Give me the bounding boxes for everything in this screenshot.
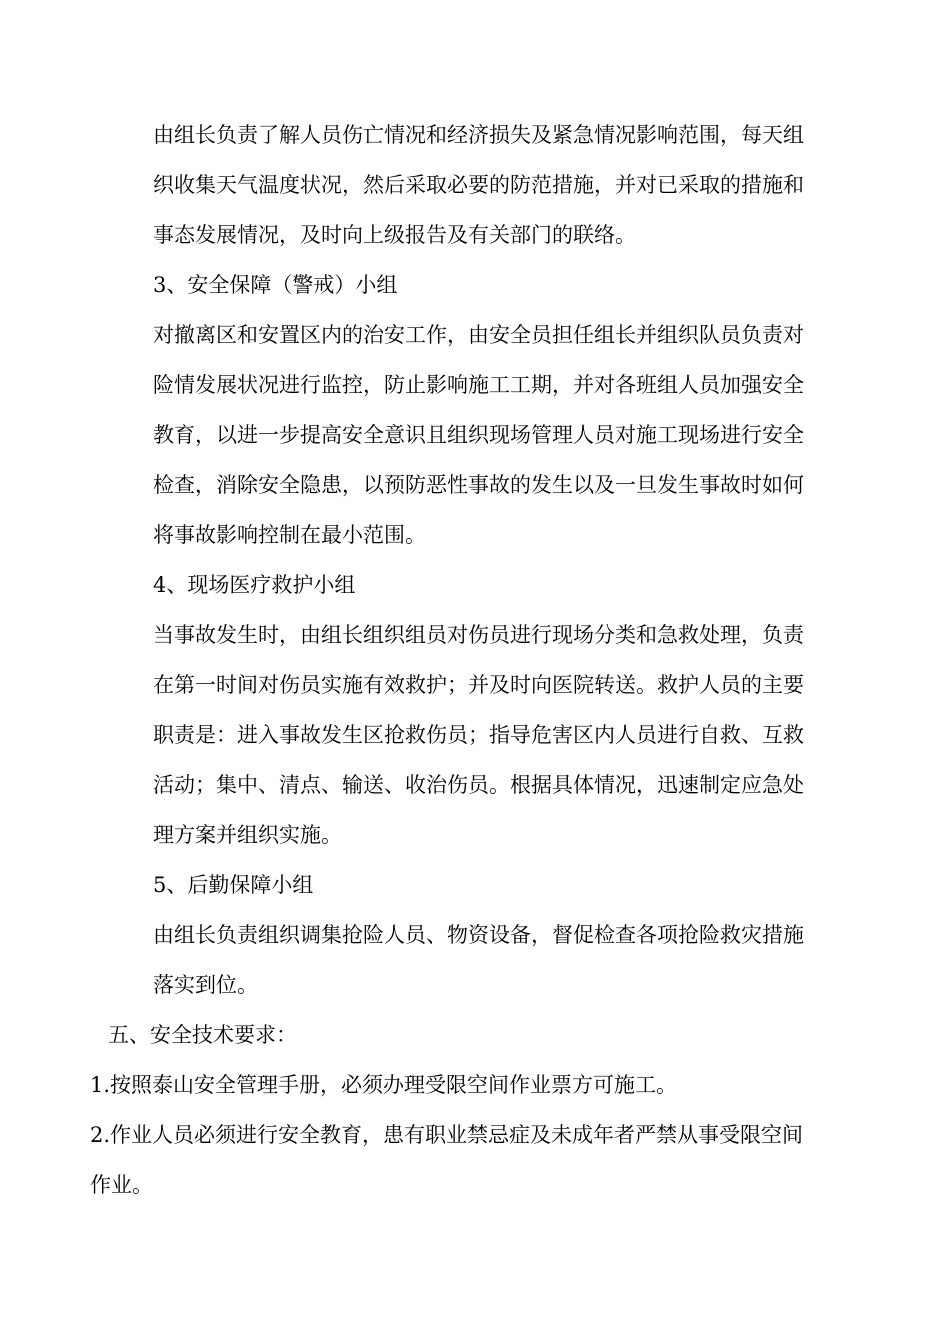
paragraph-line: 险情发展状况进行监控，防止影响施工工期，并对各班组人员加强安全: [153, 373, 804, 397]
list-item: 2.作业人员必须进行安全教育，患有职业禁忌症及未成年者严禁从事受限空间: [90, 1123, 804, 1147]
paragraph-line: 检查，消除安全隐患，以预防恶性事故的发生以及一旦发生事故时如何: [153, 473, 804, 497]
paragraph-line: 理方案并组织实施。: [153, 823, 342, 847]
section-heading: 4、现场医疗救护小组: [153, 573, 356, 597]
section-heading: 3、安全保障（警戒）小组: [153, 273, 398, 297]
paragraph-line: 当事故发生时，由组长组织组员对伤员进行现场分类和急救处理，负责: [153, 623, 804, 647]
paragraph-line: 活动；集中、清点、输送、收治伤员。根据具体情况，迅速制定应急处: [153, 773, 804, 797]
paragraph-line: 在第一时间对伤员实施有效救护；并及时向医院转送。救护人员的主要: [153, 673, 804, 697]
paragraph-line: 事态发展情况，及时向上级报告及有关部门的联络。: [153, 223, 636, 247]
list-item-continuation: 作业。: [90, 1173, 153, 1197]
paragraph-line: 将事故影响控制在最小范围。: [153, 523, 426, 547]
chapter-heading: 五、安全技术要求：: [108, 1023, 297, 1047]
paragraph-line: 由组长负责组织调集抢险人员、物资设备，督促检查各项抢险救灾措施: [153, 923, 804, 947]
list-item: 1.按照泰山安全管理手册，必须办理受限空间作业票方可施工。: [90, 1073, 678, 1097]
paragraph-line: 教育，以进一步提高安全意识且组织现场管理人员对施工现场进行安全: [153, 423, 804, 447]
paragraph-line: 由组长负责了解人员伤亡情况和经济损失及紧急情况影响范围，每天组: [153, 123, 804, 147]
section-heading: 5、后勤保障小组: [153, 873, 314, 897]
paragraph-line: 对撤离区和安置区内的治安工作，由安全员担任组长并组织队员负责对: [153, 323, 804, 347]
paragraph-line: 落实到位。: [153, 973, 258, 997]
paragraph-line: 职责是：进入事故发生区抢救伤员；指导危害区内人员进行自救、互救: [153, 723, 804, 747]
paragraph-line: 织收集天气温度状况，然后采取必要的防范措施，并对已采取的措施和: [153, 173, 804, 197]
